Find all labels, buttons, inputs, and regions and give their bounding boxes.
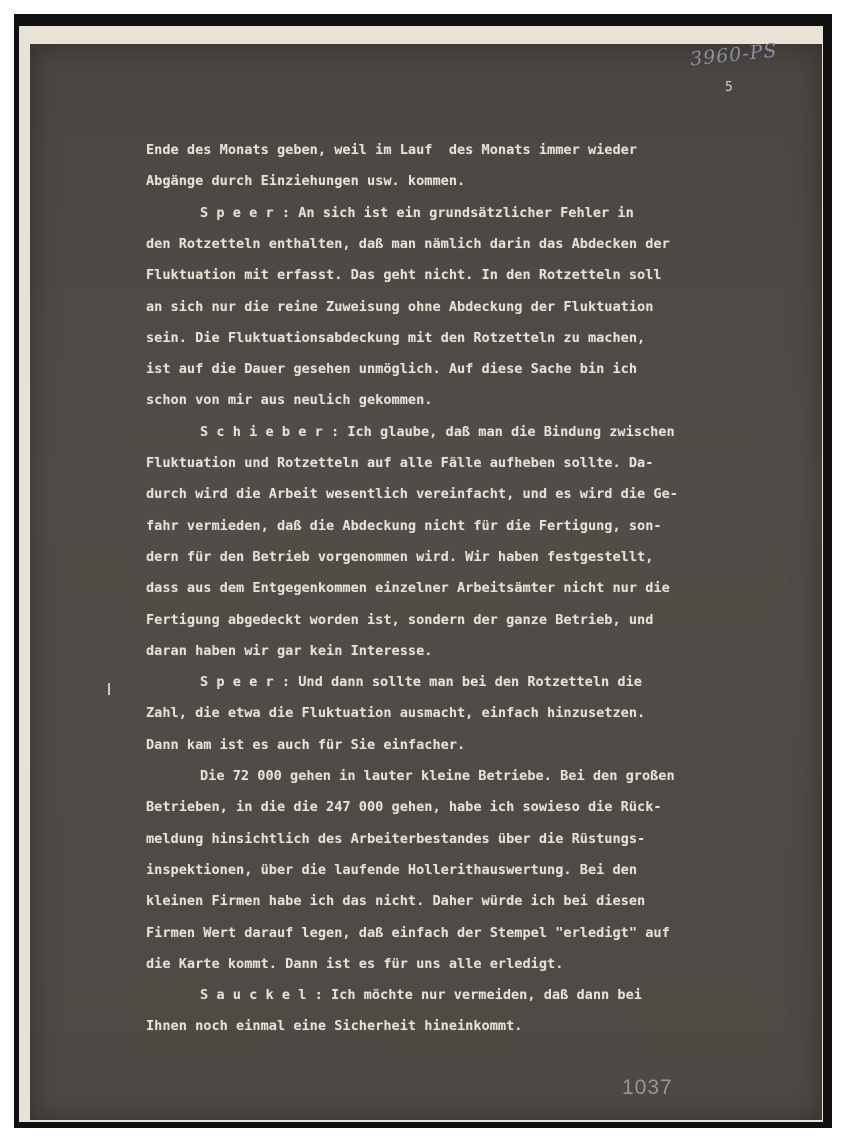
text-line: Dann kam ist es auch für Sie einfacher. [146, 736, 466, 753]
text-line: dass aus dem Entgegenkommen einzelner Arbeitsämter nicht nur die [146, 580, 670, 597]
text-line: Die 72 000 gehen in lauter kleine Betriebe. Bei den großen [200, 768, 675, 784]
text-line: kleinen Firmen habe ich das nicht. Daher würde ich bei diesen [146, 893, 646, 910]
text-line: S p e e r : Und dann sollte man bei den Rotzetteln die [200, 674, 642, 691]
text-line: meldung hinsichtlich des Arbeiterbestandes über die Rüstungs- [146, 830, 646, 847]
text-line: den Rotzetteln enthalten, daß man nämlich darin das Abdecken der [146, 235, 670, 252]
text-line: an sich nur die reine Zuweisung ohne Abdeckung der Fluktuation [146, 298, 654, 315]
text-line: Ihnen noch einmal eine Sicherheit hineinkommt. [146, 1018, 523, 1035]
text-line: ist auf die Dauer gesehen unmöglich. Auf diese Sache bin ich [146, 361, 638, 378]
text-line: Fluktuation mit erfasst. Das geht nicht. In den Rotzetteln soll [146, 267, 662, 284]
text-line: Betrieben, in die die 247 000 gehen, habe ich sowieso die Rück- [146, 799, 662, 816]
text-line: durch wird die Arbeit wesentlich vereinfacht, und es wird die Ge- [146, 486, 678, 503]
text-line: Abgänge durch Einziehungen usw. kommen. [146, 173, 466, 190]
text-line: Ende des Monats geben, weil im Lauf des Monats immer wieder [146, 142, 638, 158]
page-number: 5 [725, 80, 733, 95]
text-line: die Karte kommt. Dann ist es für uns alle erledigt. [146, 955, 564, 972]
stamp-number: 1037 [622, 1076, 673, 1099]
text-line: Fertigung abgedeckt worden ist, sondern der ganze Betrieb, und [146, 611, 654, 628]
margin-mark [108, 683, 110, 695]
text-line: inspektionen, über die laufende Hollerithauswertung. Bei den [146, 861, 638, 878]
text-line: S a u c k e l : Ich möchte nur vermeiden, daß dann bei [200, 987, 642, 1004]
text-line: dern für den Betrieb vorgenommen wird. Wir haben festgestellt, [146, 548, 654, 565]
text-line: Fluktuation und Rotzetteln auf alle Fälle aufheben sollte. Da- [146, 455, 654, 471]
text-line: S p e e r : An sich ist ein grundsätzlicher Fehler in [200, 204, 634, 221]
text-line: schon von mir aus neulich gekommen. [146, 392, 433, 409]
text-line: Zahl, die etwa die Fluktuation ausmacht, einfach hinzusetzen. [146, 705, 646, 722]
text-line: sein. Die Fluktuationsabdeckung mit den Rotzetteln zu machen, [146, 329, 646, 346]
text-line: fahr vermieden, daß die Abdeckung nicht für die Fertigung, son- [146, 517, 662, 534]
archive-mark: 3960-PS [689, 39, 779, 71]
text-line: S c h i e b e r : Ich glaube, daß man die Bindung zwischen [200, 423, 675, 440]
text-line: Firmen Wert darauf legen, daß einfach der Stempel "erledigt" auf [146, 924, 670, 941]
text-line: daran haben wir gar kein Interesse. [146, 642, 433, 659]
